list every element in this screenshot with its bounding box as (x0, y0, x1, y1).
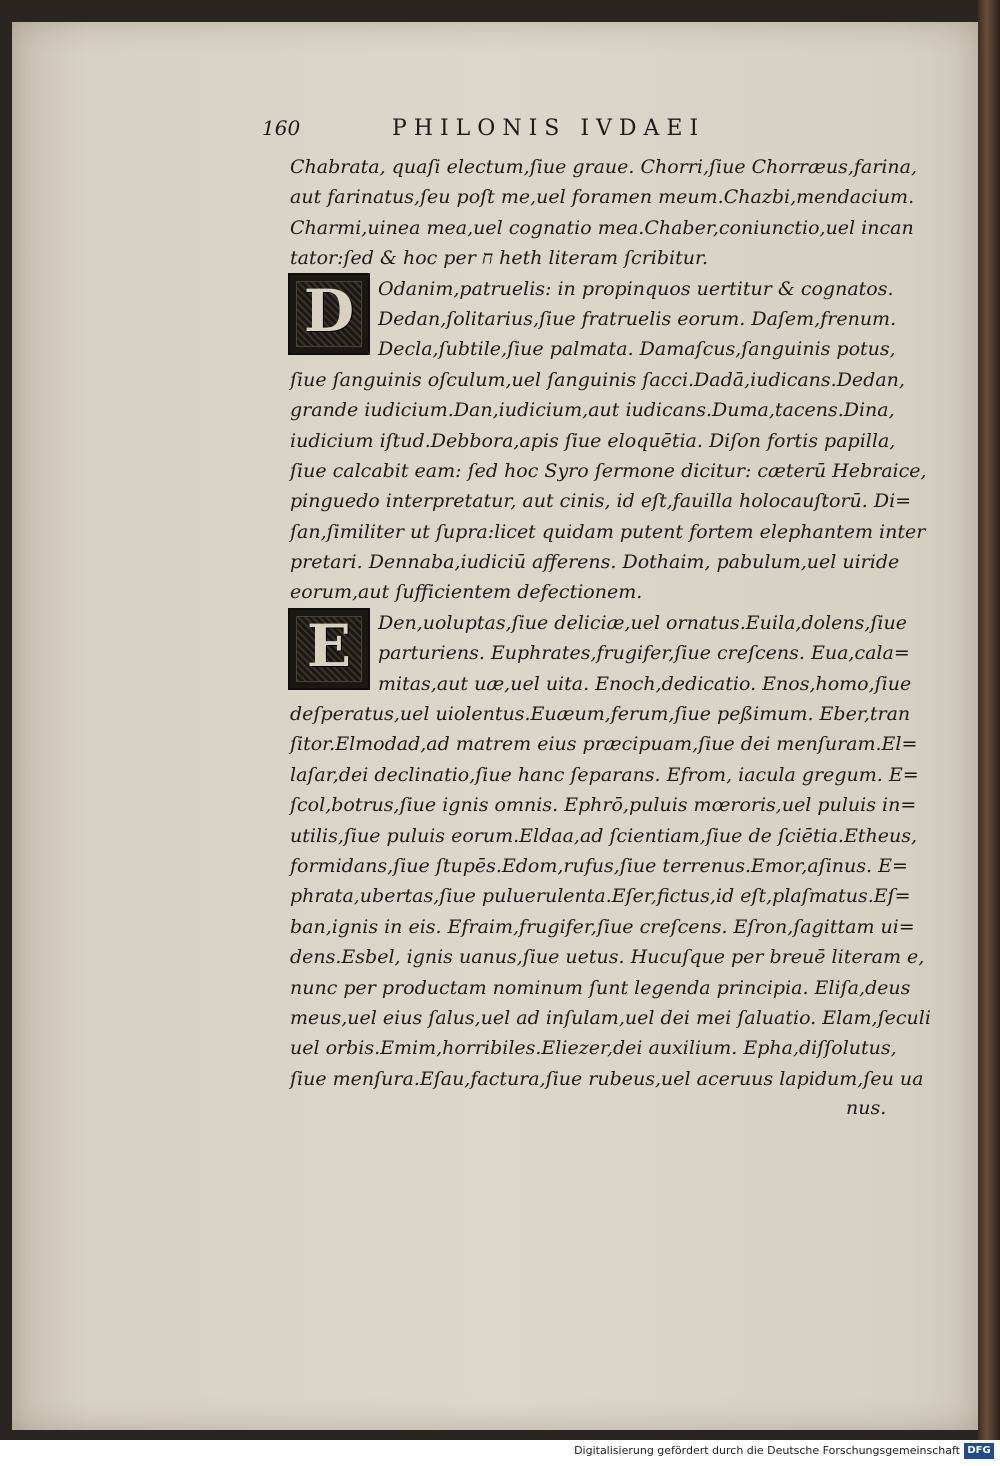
digitization-footer (0, 1440, 1000, 1466)
text-line: pinguedo interpretatur, aut cinis, id eſt,fauilla holocauſtorū. Di= (290, 490, 912, 513)
text-line: pretari. Dennaba,iudiciū afferens. Dothaim, pabulum,uel uiride (290, 551, 900, 574)
text-line: ſiue calcabit eam: ſed hoc Syro ſermone dicitur: cæterū Hebraice, (290, 459, 927, 482)
text-line: meus,uel eius ſalus,uel ad inſulam,uel dei mei ſaluatio. Elam,ſeculi (290, 1006, 931, 1029)
text-line: utilis,ſiue puluis eorum.Eldaa,ad ſcientiam,ſiue de ſciētia.Etheus, (290, 824, 917, 847)
book-binding-edge (978, 0, 1000, 1440)
text-line: grande iudicium.Dan,iudicium,aut iudicans.Duma,tacens.Dina, (290, 399, 895, 422)
text-line: uel orbis.Emim,horribiles.Eliezer,dei auxilium. Epha,diſſolutus, (290, 1037, 897, 1060)
text-line: aut farinatus,ſeu poſt me,uel foramen meum.Chazbi,mendacium. (290, 186, 915, 209)
text-line: ban,ignis in eis. Efraim,frugifer,ſiue creſcens. Eſron,ſagittam ui= (290, 915, 915, 938)
dfg-logo: DFG (964, 1443, 994, 1459)
text-line: Decla,ſubtile,ſiue palmata. Damaſcus,ſanguinis potus, (378, 338, 896, 361)
initial-letter: D (303, 277, 355, 345)
body-text (290, 152, 931, 1094)
text-line: ſcol,botrus,ſiue ignis omnis. Ephrō,puluis mœroris,uel puluis in= (290, 794, 917, 817)
text-line: Dedan,ſolitarius,ſiue fratruelis eorum. Daſem,frenum. (378, 307, 897, 330)
text-line: ſiue ſanguinis oſculum,uel ſanguinis ſacci.Dadā,iudicans.Dedan, (290, 368, 905, 391)
text-line: ſan,ſimiliter ut ſupra:licet quidam putent fortem elephantem inter (290, 520, 926, 543)
text-line: Odanim,patruelis: in propinquos uertitur & cognatos. (378, 277, 894, 300)
folio-number: 160 (262, 116, 301, 140)
text-line: Den,uoluptas,ſiue deliciæ,uel ornatus.Euila,dolens,ſiue (378, 611, 907, 634)
text-line: Charmi,uinea mea,uel cognatio mea.Chaber,coniunctio,uel incan (290, 216, 914, 239)
text-line: phrata,ubertas,ſiue puluerulenta.Eſer,fictus,id eſt,plaſmatus.Eſ= (290, 885, 911, 908)
text-line: ſiue menſura.Eſau,factura,ſiue rubeus,uel aceruus lapidum,ſeu ua (290, 1067, 924, 1090)
text-line: dens.Esbel, ignis uanus,ſiue uetus. Hucuſque per breuē literam e, (290, 946, 925, 969)
catchword: nus. (846, 1097, 887, 1119)
text-line: Chabrata, quaſi electum,ſiue graue. Chorri,ſiue Chorræus,farina, (290, 156, 917, 178)
text-line: iudicium iſtud.Debbora,apis ſiue eloquētia. Diſon fortis papilla, (290, 429, 896, 452)
page-header (262, 116, 782, 146)
text-line: mitas,aut uæ,uel uita. Enoch,dedicatio. Enos,homo,ſiue (378, 672, 912, 695)
text-line: ſitor.Elmodad,ad matrem eius præcipuam,ſiue dei menſuram.El= (290, 733, 918, 756)
funding-credit: Digitalisierung gefördert durch die Deutsche Forschungsgemeinschaft (574, 1444, 960, 1457)
initial-letter: E (306, 612, 352, 680)
text-line: laſar,dei declinatio,ſiue hanc ſeparans. Efrom, iacula gregum. E= (290, 763, 919, 786)
running-head: PHILONIS IVDAEI (392, 116, 706, 141)
text-line: formidans,ſiue ſtupēs.Edom,rufus,ſiue terrenus.Emor,aſinus. E= (290, 854, 908, 877)
text-line: tator:ſed & hoc per ח heth literam ſcribitur. (290, 247, 709, 270)
text-line: parturiens. Euphrates,frugifer,ſiue creſcens. Eua,cala= (378, 642, 910, 665)
text-line: deſperatus,uel uiolentus.Euæum,ferum,ſiue peßimum. Eber,tran (290, 703, 911, 726)
text-line: eorum,aut ſufficientem defectionem. (290, 581, 643, 604)
text-line: nunc per productam nominum ſunt legenda principia. Eliſa,deus (290, 976, 911, 999)
